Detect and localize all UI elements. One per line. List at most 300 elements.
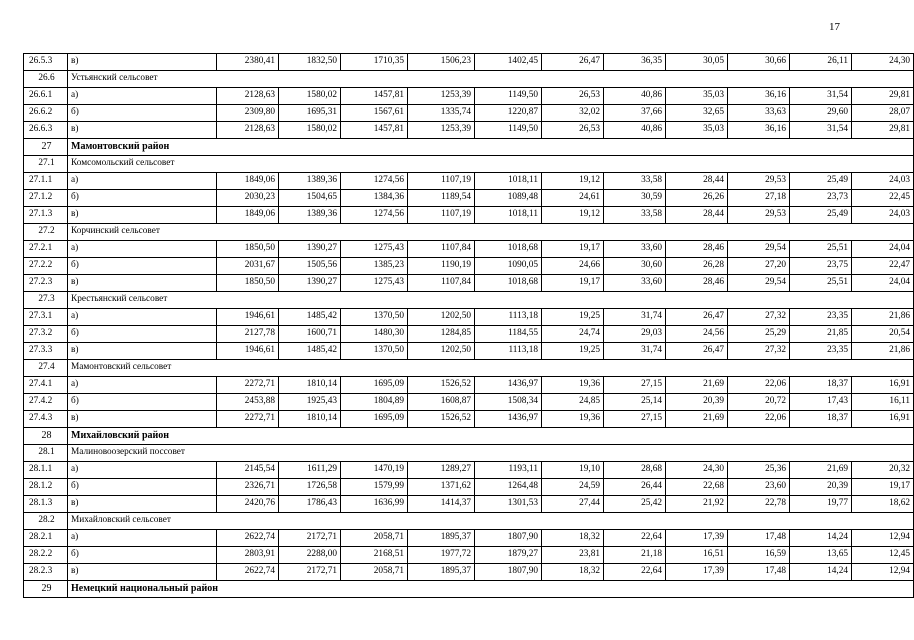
value-cell: 1018,68 bbox=[475, 241, 542, 258]
value-cell: 16,11 bbox=[852, 394, 914, 411]
value-cell: 1189,54 bbox=[408, 190, 475, 207]
value-cell: 1436,97 bbox=[475, 411, 542, 428]
value-cell: 31,54 bbox=[790, 122, 852, 139]
value-cell: 23,35 bbox=[790, 309, 852, 326]
value-cell: 16,91 bbox=[852, 377, 914, 394]
value-cell: 1253,39 bbox=[408, 122, 475, 139]
value-cell: 13,65 bbox=[790, 547, 852, 564]
value-cell: 1018,11 bbox=[475, 173, 542, 190]
row-code: 28.1.2 bbox=[24, 479, 68, 496]
value-cell: 25,14 bbox=[604, 394, 666, 411]
value-cell: 1371,62 bbox=[408, 479, 475, 496]
value-cell: 30,59 bbox=[604, 190, 666, 207]
value-cell: 1107,84 bbox=[408, 275, 475, 292]
value-cell: 28,44 bbox=[666, 173, 728, 190]
table-row bbox=[24, 547, 914, 564]
value-cell: 1414,37 bbox=[408, 496, 475, 513]
variant-label: в) bbox=[68, 275, 217, 292]
value-cell: 1018,68 bbox=[475, 275, 542, 292]
value-cell: 1275,43 bbox=[341, 275, 408, 292]
value-cell: 1485,42 bbox=[279, 309, 341, 326]
value-cell: 12,94 bbox=[852, 564, 914, 581]
value-cell: 1695,09 bbox=[341, 377, 408, 394]
value-cell: 1370,50 bbox=[341, 309, 408, 326]
value-cell: 1274,56 bbox=[341, 173, 408, 190]
variant-label: а) bbox=[68, 88, 217, 105]
value-cell: 2145,54 bbox=[217, 462, 279, 479]
region-name: Михайловский район bbox=[68, 428, 914, 445]
table-row bbox=[24, 496, 914, 513]
table-row bbox=[24, 173, 914, 190]
table-row bbox=[24, 326, 914, 343]
value-cell: 36,16 bbox=[728, 88, 790, 105]
value-cell: 1385,23 bbox=[341, 258, 408, 275]
table-row bbox=[24, 479, 914, 496]
value-cell: 16,51 bbox=[666, 547, 728, 564]
value-cell: 2288,00 bbox=[279, 547, 341, 564]
value-cell: 17,39 bbox=[666, 530, 728, 547]
row-code: 27.1.3 bbox=[24, 207, 68, 224]
value-cell: 1390,27 bbox=[279, 241, 341, 258]
variant-label: а) bbox=[68, 309, 217, 326]
table-body bbox=[24, 54, 914, 598]
value-cell: 1253,39 bbox=[408, 88, 475, 105]
table-row bbox=[24, 190, 914, 207]
settlement-name: Корчинский сельсовет bbox=[68, 224, 914, 241]
table-row bbox=[24, 411, 914, 428]
row-code: 27.3 bbox=[24, 292, 68, 309]
value-cell: 1275,43 bbox=[341, 241, 408, 258]
value-cell: 29,54 bbox=[728, 275, 790, 292]
value-cell: 2172,71 bbox=[279, 530, 341, 547]
value-cell: 22,68 bbox=[666, 479, 728, 496]
table-row bbox=[24, 207, 914, 224]
value-cell: 28,44 bbox=[666, 207, 728, 224]
row-code: 27.2.1 bbox=[24, 241, 68, 258]
value-cell: 1457,81 bbox=[341, 88, 408, 105]
variant-label: а) bbox=[68, 241, 217, 258]
tariff-table bbox=[23, 53, 914, 598]
value-cell: 31,54 bbox=[790, 88, 852, 105]
region-name: Мамонтовский район bbox=[68, 139, 914, 156]
value-cell: 16,91 bbox=[852, 411, 914, 428]
region-header-row bbox=[24, 428, 914, 445]
value-cell: 29,53 bbox=[728, 173, 790, 190]
region-header-row bbox=[24, 139, 914, 156]
value-cell: 35,03 bbox=[666, 122, 728, 139]
value-cell: 2272,71 bbox=[217, 377, 279, 394]
value-cell: 32,65 bbox=[666, 105, 728, 122]
value-cell: 24,04 bbox=[852, 241, 914, 258]
value-cell: 1370,50 bbox=[341, 343, 408, 360]
value-cell: 18,32 bbox=[542, 530, 604, 547]
value-cell: 1879,27 bbox=[475, 547, 542, 564]
value-cell: 1600,71 bbox=[279, 326, 341, 343]
variant-label: а) bbox=[68, 462, 217, 479]
value-cell: 19,77 bbox=[790, 496, 852, 513]
row-code: 28.2.2 bbox=[24, 547, 68, 564]
value-cell: 1832,50 bbox=[279, 54, 341, 71]
value-cell: 18,37 bbox=[790, 411, 852, 428]
value-cell: 19,12 bbox=[542, 207, 604, 224]
value-cell: 24,66 bbox=[542, 258, 604, 275]
value-cell: 27,20 bbox=[728, 258, 790, 275]
value-cell: 36,16 bbox=[728, 122, 790, 139]
value-cell: 2031,67 bbox=[217, 258, 279, 275]
value-cell: 1274,56 bbox=[341, 207, 408, 224]
value-cell: 1508,34 bbox=[475, 394, 542, 411]
value-cell: 22,78 bbox=[728, 496, 790, 513]
value-cell: 1113,18 bbox=[475, 343, 542, 360]
value-cell: 19,36 bbox=[542, 377, 604, 394]
value-cell: 29,54 bbox=[728, 241, 790, 258]
value-cell: 16,59 bbox=[728, 547, 790, 564]
variant-label: б) bbox=[68, 258, 217, 275]
value-cell: 1526,52 bbox=[408, 411, 475, 428]
value-cell: 12,94 bbox=[852, 530, 914, 547]
table-row bbox=[24, 105, 914, 122]
table-row bbox=[24, 343, 914, 360]
value-cell: 1946,61 bbox=[217, 343, 279, 360]
value-cell: 17,48 bbox=[728, 564, 790, 581]
row-code: 27.1.1 bbox=[24, 173, 68, 190]
row-code: 27.2.2 bbox=[24, 258, 68, 275]
value-cell: 2380,41 bbox=[217, 54, 279, 71]
row-code: 27.1 bbox=[24, 156, 68, 173]
value-cell: 1567,61 bbox=[341, 105, 408, 122]
value-cell: 2030,23 bbox=[217, 190, 279, 207]
row-code: 28.1 bbox=[24, 445, 68, 462]
row-code: 27.4.1 bbox=[24, 377, 68, 394]
row-code: 27.3.3 bbox=[24, 343, 68, 360]
value-cell: 1850,50 bbox=[217, 241, 279, 258]
value-cell: 24,85 bbox=[542, 394, 604, 411]
value-cell: 24,59 bbox=[542, 479, 604, 496]
value-cell: 1335,74 bbox=[408, 105, 475, 122]
row-code: 27.4.3 bbox=[24, 411, 68, 428]
row-code: 27.4.2 bbox=[24, 394, 68, 411]
value-cell: 2622,74 bbox=[217, 530, 279, 547]
variant-label: б) bbox=[68, 190, 217, 207]
value-cell: 26,28 bbox=[666, 258, 728, 275]
value-cell: 1726,58 bbox=[279, 479, 341, 496]
value-cell: 1804,89 bbox=[341, 394, 408, 411]
value-cell: 19,17 bbox=[852, 479, 914, 496]
value-cell: 2172,71 bbox=[279, 564, 341, 581]
value-cell: 26,47 bbox=[542, 54, 604, 71]
value-cell: 1202,50 bbox=[408, 343, 475, 360]
value-cell: 25,51 bbox=[790, 275, 852, 292]
value-cell: 1895,37 bbox=[408, 530, 475, 547]
value-cell: 2127,78 bbox=[217, 326, 279, 343]
variant-label: в) bbox=[68, 54, 217, 71]
value-cell: 29,03 bbox=[604, 326, 666, 343]
value-cell: 1895,37 bbox=[408, 564, 475, 581]
value-cell: 27,15 bbox=[604, 377, 666, 394]
value-cell: 1089,48 bbox=[475, 190, 542, 207]
value-cell: 1849,06 bbox=[217, 207, 279, 224]
row-code: 27 bbox=[24, 139, 68, 156]
value-cell: 27,32 bbox=[728, 309, 790, 326]
value-cell: 1107,19 bbox=[408, 173, 475, 190]
value-cell: 1220,87 bbox=[475, 105, 542, 122]
value-cell: 1807,90 bbox=[475, 564, 542, 581]
row-code: 26.6 bbox=[24, 71, 68, 88]
value-cell: 1786,43 bbox=[279, 496, 341, 513]
value-cell: 1485,42 bbox=[279, 343, 341, 360]
row-code: 28.1.3 bbox=[24, 496, 68, 513]
value-cell: 28,07 bbox=[852, 105, 914, 122]
value-cell: 1480,30 bbox=[341, 326, 408, 343]
value-cell: 30,60 bbox=[604, 258, 666, 275]
variant-label: б) bbox=[68, 326, 217, 343]
value-cell: 14,24 bbox=[790, 564, 852, 581]
settlement-header-row bbox=[24, 445, 914, 462]
value-cell: 19,17 bbox=[542, 275, 604, 292]
value-cell: 21,69 bbox=[666, 411, 728, 428]
settlement-header-row bbox=[24, 156, 914, 173]
table-row bbox=[24, 564, 914, 581]
variant-label: а) bbox=[68, 530, 217, 547]
value-cell: 2309,80 bbox=[217, 105, 279, 122]
value-cell: 1190,19 bbox=[408, 258, 475, 275]
value-cell: 1506,23 bbox=[408, 54, 475, 71]
variant-label: б) bbox=[68, 105, 217, 122]
value-cell: 1107,84 bbox=[408, 241, 475, 258]
value-cell: 1264,48 bbox=[475, 479, 542, 496]
value-cell: 1193,11 bbox=[475, 462, 542, 479]
value-cell: 2272,71 bbox=[217, 411, 279, 428]
value-cell: 2803,91 bbox=[217, 547, 279, 564]
table-row bbox=[24, 54, 914, 71]
table-row bbox=[24, 122, 914, 139]
variant-label: б) bbox=[68, 547, 217, 564]
value-cell: 31,74 bbox=[604, 343, 666, 360]
value-cell: 1849,06 bbox=[217, 173, 279, 190]
row-code: 28.1.1 bbox=[24, 462, 68, 479]
value-cell: 1810,14 bbox=[279, 411, 341, 428]
value-cell: 1389,36 bbox=[279, 207, 341, 224]
value-cell: 24,61 bbox=[542, 190, 604, 207]
value-cell: 1695,09 bbox=[341, 411, 408, 428]
value-cell: 23,75 bbox=[790, 258, 852, 275]
value-cell: 1149,50 bbox=[475, 122, 542, 139]
row-code: 26.5.3 bbox=[24, 54, 68, 71]
value-cell: 1284,85 bbox=[408, 326, 475, 343]
table-row bbox=[24, 275, 914, 292]
value-cell: 1113,18 bbox=[475, 309, 542, 326]
value-cell: 2622,74 bbox=[217, 564, 279, 581]
value-cell: 1389,36 bbox=[279, 173, 341, 190]
row-code: 27.1.2 bbox=[24, 190, 68, 207]
value-cell: 1470,19 bbox=[341, 462, 408, 479]
row-code: 28.2.1 bbox=[24, 530, 68, 547]
settlement-header-row bbox=[24, 513, 914, 530]
table-row bbox=[24, 530, 914, 547]
value-cell: 1580,02 bbox=[279, 122, 341, 139]
value-cell: 36,35 bbox=[604, 54, 666, 71]
value-cell: 26,47 bbox=[666, 309, 728, 326]
row-code: 27.2.3 bbox=[24, 275, 68, 292]
value-cell: 2168,51 bbox=[341, 547, 408, 564]
row-code: 26.6.2 bbox=[24, 105, 68, 122]
value-cell: 24,30 bbox=[666, 462, 728, 479]
value-cell: 2058,71 bbox=[341, 530, 408, 547]
value-cell: 22,64 bbox=[604, 564, 666, 581]
settlement-header-row bbox=[24, 292, 914, 309]
value-cell: 28,46 bbox=[666, 275, 728, 292]
value-cell: 1608,87 bbox=[408, 394, 475, 411]
value-cell: 20,39 bbox=[666, 394, 728, 411]
value-cell: 1202,50 bbox=[408, 309, 475, 326]
value-cell: 33,60 bbox=[604, 275, 666, 292]
value-cell: 17,48 bbox=[728, 530, 790, 547]
value-cell: 26,47 bbox=[666, 343, 728, 360]
settlement-name: Михайловский сельсовет bbox=[68, 513, 914, 530]
value-cell: 21,86 bbox=[852, 309, 914, 326]
value-cell: 20,54 bbox=[852, 326, 914, 343]
row-code: 27.4 bbox=[24, 360, 68, 377]
value-cell: 21,85 bbox=[790, 326, 852, 343]
value-cell: 29,53 bbox=[728, 207, 790, 224]
value-cell: 19,25 bbox=[542, 309, 604, 326]
value-cell: 27,18 bbox=[728, 190, 790, 207]
value-cell: 37,66 bbox=[604, 105, 666, 122]
value-cell: 21,86 bbox=[852, 343, 914, 360]
value-cell: 2058,71 bbox=[341, 564, 408, 581]
value-cell: 33,63 bbox=[728, 105, 790, 122]
value-cell: 24,04 bbox=[852, 275, 914, 292]
value-cell: 1018,11 bbox=[475, 207, 542, 224]
settlement-header-row bbox=[24, 360, 914, 377]
row-code: 29 bbox=[24, 581, 68, 598]
settlement-name: Комсомольский сельсовет bbox=[68, 156, 914, 173]
value-cell: 33,58 bbox=[604, 207, 666, 224]
value-cell: 25,36 bbox=[728, 462, 790, 479]
value-cell: 2453,88 bbox=[217, 394, 279, 411]
variant-label: в) bbox=[68, 496, 217, 513]
value-cell: 18,32 bbox=[542, 564, 604, 581]
settlement-name: Устьянский сельсовет bbox=[68, 71, 914, 88]
value-cell: 24,03 bbox=[852, 173, 914, 190]
value-cell: 2420,76 bbox=[217, 496, 279, 513]
settlement-header-row bbox=[24, 224, 914, 241]
table-row bbox=[24, 241, 914, 258]
value-cell: 23,81 bbox=[542, 547, 604, 564]
variant-label: б) bbox=[68, 479, 217, 496]
value-cell: 1402,45 bbox=[475, 54, 542, 71]
value-cell: 12,45 bbox=[852, 547, 914, 564]
value-cell: 27,32 bbox=[728, 343, 790, 360]
value-cell: 1611,29 bbox=[279, 462, 341, 479]
value-cell: 22,06 bbox=[728, 377, 790, 394]
value-cell: 1807,90 bbox=[475, 530, 542, 547]
value-cell: 22,06 bbox=[728, 411, 790, 428]
value-cell: 14,24 bbox=[790, 530, 852, 547]
value-cell: 32,02 bbox=[542, 105, 604, 122]
value-cell: 23,35 bbox=[790, 343, 852, 360]
value-cell: 1436,97 bbox=[475, 377, 542, 394]
value-cell: 22,64 bbox=[604, 530, 666, 547]
value-cell: 2128,63 bbox=[217, 122, 279, 139]
value-cell: 35,03 bbox=[666, 88, 728, 105]
value-cell: 27,44 bbox=[542, 496, 604, 513]
value-cell: 19,25 bbox=[542, 343, 604, 360]
value-cell: 2128,63 bbox=[217, 88, 279, 105]
value-cell: 19,36 bbox=[542, 411, 604, 428]
value-cell: 29,81 bbox=[852, 122, 914, 139]
value-cell: 25,49 bbox=[790, 207, 852, 224]
settlement-name: Крестьянский сельсовет bbox=[68, 292, 914, 309]
table-row bbox=[24, 258, 914, 275]
value-cell: 1850,50 bbox=[217, 275, 279, 292]
value-cell: 1977,72 bbox=[408, 547, 475, 564]
value-cell: 28,68 bbox=[604, 462, 666, 479]
row-code: 26.6.3 bbox=[24, 122, 68, 139]
value-cell: 19,17 bbox=[542, 241, 604, 258]
variant-label: в) bbox=[68, 207, 217, 224]
value-cell: 20,72 bbox=[728, 394, 790, 411]
value-cell: 40,86 bbox=[604, 122, 666, 139]
value-cell: 1579,99 bbox=[341, 479, 408, 496]
value-cell: 24,03 bbox=[852, 207, 914, 224]
value-cell: 29,81 bbox=[852, 88, 914, 105]
value-cell: 1710,35 bbox=[341, 54, 408, 71]
value-cell: 26,53 bbox=[542, 88, 604, 105]
value-cell: 1810,14 bbox=[279, 377, 341, 394]
value-cell: 2326,71 bbox=[217, 479, 279, 496]
row-code: 28.2.3 bbox=[24, 564, 68, 581]
value-cell: 1580,02 bbox=[279, 88, 341, 105]
value-cell: 1505,56 bbox=[279, 258, 341, 275]
value-cell: 21,69 bbox=[666, 377, 728, 394]
value-cell: 1946,61 bbox=[217, 309, 279, 326]
value-cell: 30,66 bbox=[728, 54, 790, 71]
value-cell: 1149,50 bbox=[475, 88, 542, 105]
value-cell: 25,51 bbox=[790, 241, 852, 258]
settlement-name: Малиновоозерский поссовет bbox=[68, 445, 914, 462]
value-cell: 31,74 bbox=[604, 309, 666, 326]
value-cell: 17,43 bbox=[790, 394, 852, 411]
table-row bbox=[24, 88, 914, 105]
value-cell: 23,73 bbox=[790, 190, 852, 207]
value-cell: 27,15 bbox=[604, 411, 666, 428]
value-cell: 1457,81 bbox=[341, 122, 408, 139]
variant-label: а) bbox=[68, 377, 217, 394]
value-cell: 18,37 bbox=[790, 377, 852, 394]
value-cell: 24,30 bbox=[852, 54, 914, 71]
value-cell: 21,69 bbox=[790, 462, 852, 479]
page-number: 17 bbox=[829, 21, 840, 33]
value-cell: 1504,65 bbox=[279, 190, 341, 207]
variant-label: в) bbox=[68, 564, 217, 581]
variant-label: а) bbox=[68, 173, 217, 190]
value-cell: 1925,43 bbox=[279, 394, 341, 411]
region-header-row bbox=[24, 581, 914, 598]
value-cell: 1384,36 bbox=[341, 190, 408, 207]
value-cell: 1695,31 bbox=[279, 105, 341, 122]
row-code: 28 bbox=[24, 428, 68, 445]
variant-label: б) bbox=[68, 394, 217, 411]
value-cell: 19,12 bbox=[542, 173, 604, 190]
row-code: 27.2 bbox=[24, 224, 68, 241]
table-row bbox=[24, 377, 914, 394]
settlement-header-row bbox=[24, 71, 914, 88]
value-cell: 1090,05 bbox=[475, 258, 542, 275]
value-cell: 26,26 bbox=[666, 190, 728, 207]
value-cell: 1184,55 bbox=[475, 326, 542, 343]
value-cell: 23,60 bbox=[728, 479, 790, 496]
